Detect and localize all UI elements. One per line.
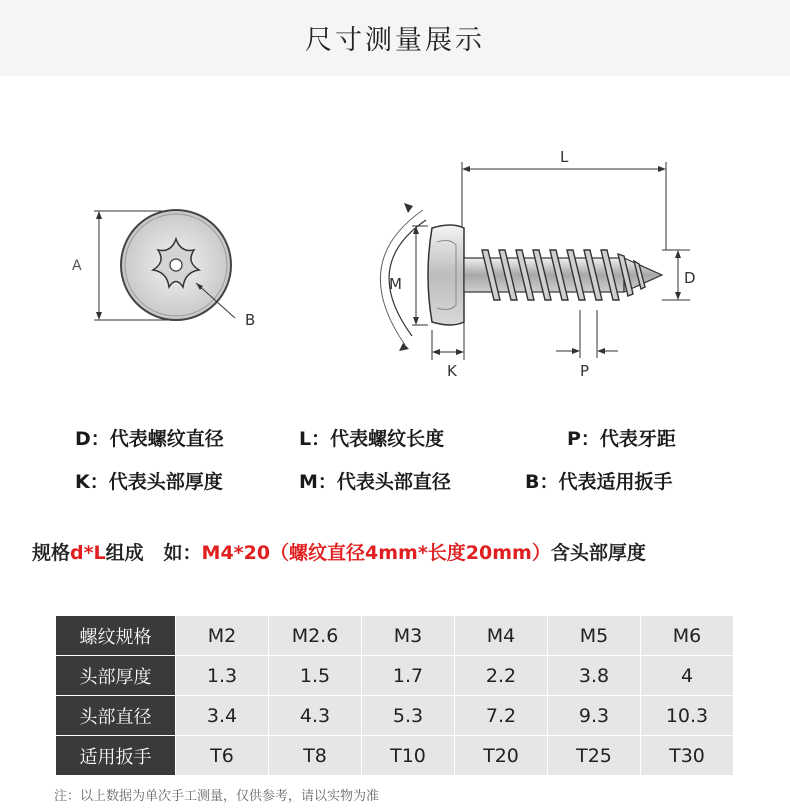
label-l: L: [560, 148, 569, 166]
spec-example: M4*20（螺纹直径4mm*长度20mm）: [201, 542, 551, 564]
table-row: [56, 736, 734, 776]
table-cell: 4: [641, 656, 734, 696]
label-p: P: [580, 362, 590, 380]
table-cell: 4.3: [269, 696, 362, 736]
table-cell: T6: [176, 736, 269, 776]
row-header: 螺纹规格: [56, 616, 176, 656]
label-m: M: [389, 275, 402, 293]
table-cell: 1.5: [269, 656, 362, 696]
row-header: 头部厚度: [56, 656, 176, 696]
header-band: [0, 0, 790, 76]
table-cell: 7.2: [455, 696, 548, 736]
label-k: K: [447, 362, 457, 380]
legend-d: D：代表螺纹直径: [75, 428, 224, 450]
table-cell: M5: [548, 616, 641, 656]
disclaimer-note: 注：以上数据为单次手工测量，仅供参考，请以实物为准: [54, 789, 380, 804]
legend-l: L：代表螺纹长度: [299, 428, 445, 450]
label-b: B: [245, 311, 256, 329]
spec-prefix: 规格: [32, 542, 71, 564]
table-cell: M4: [455, 616, 548, 656]
table-cell: 5.3: [362, 696, 455, 736]
table-cell: 1.7: [362, 656, 455, 696]
screw-top-view: [72, 210, 255, 329]
table-row: [56, 616, 734, 656]
row-header: 头部直径: [56, 696, 176, 736]
table-cell: 1.3: [176, 656, 269, 696]
table-cell: 3.4: [176, 696, 269, 736]
table-cell: 10.3: [641, 696, 734, 736]
screw-dimension-diagram: [0, 76, 790, 406]
table-cell: T30: [641, 736, 734, 776]
row-header: 适用扳手: [56, 736, 176, 776]
table-cell: 9.3: [548, 696, 641, 736]
table-cell: T20: [455, 736, 548, 776]
spec-format: d*L: [70, 542, 106, 564]
legend-k: K：代表头部厚度: [75, 471, 223, 493]
label-d: D: [684, 269, 696, 287]
legend-p: P：代表牙距: [567, 428, 676, 450]
table-cell: M2.6: [269, 616, 362, 656]
table-cell: M2: [176, 616, 269, 656]
legend-b: B：代表适用扳手: [525, 471, 673, 493]
spec-mid: 组成 如：: [105, 542, 202, 564]
spec-format-line: [32, 538, 646, 565]
table-cell: 3.8: [548, 656, 641, 696]
table-cell: T10: [362, 736, 455, 776]
spec-table: [55, 615, 734, 776]
table-cell: T25: [548, 736, 641, 776]
table-cell: 2.2: [455, 656, 548, 696]
legend-m: M：代表头部直径: [299, 471, 451, 493]
table-cell: M6: [641, 616, 734, 656]
label-a: A: [72, 258, 82, 274]
spec-suffix: 含头部厚度: [550, 542, 646, 564]
table-row: [56, 696, 734, 736]
table-cell: M3: [362, 616, 455, 656]
table-row: [56, 656, 734, 696]
screw-side-view: [380, 148, 695, 380]
page-title: 尺寸测量展示: [305, 25, 485, 56]
table-cell: T8: [269, 736, 362, 776]
